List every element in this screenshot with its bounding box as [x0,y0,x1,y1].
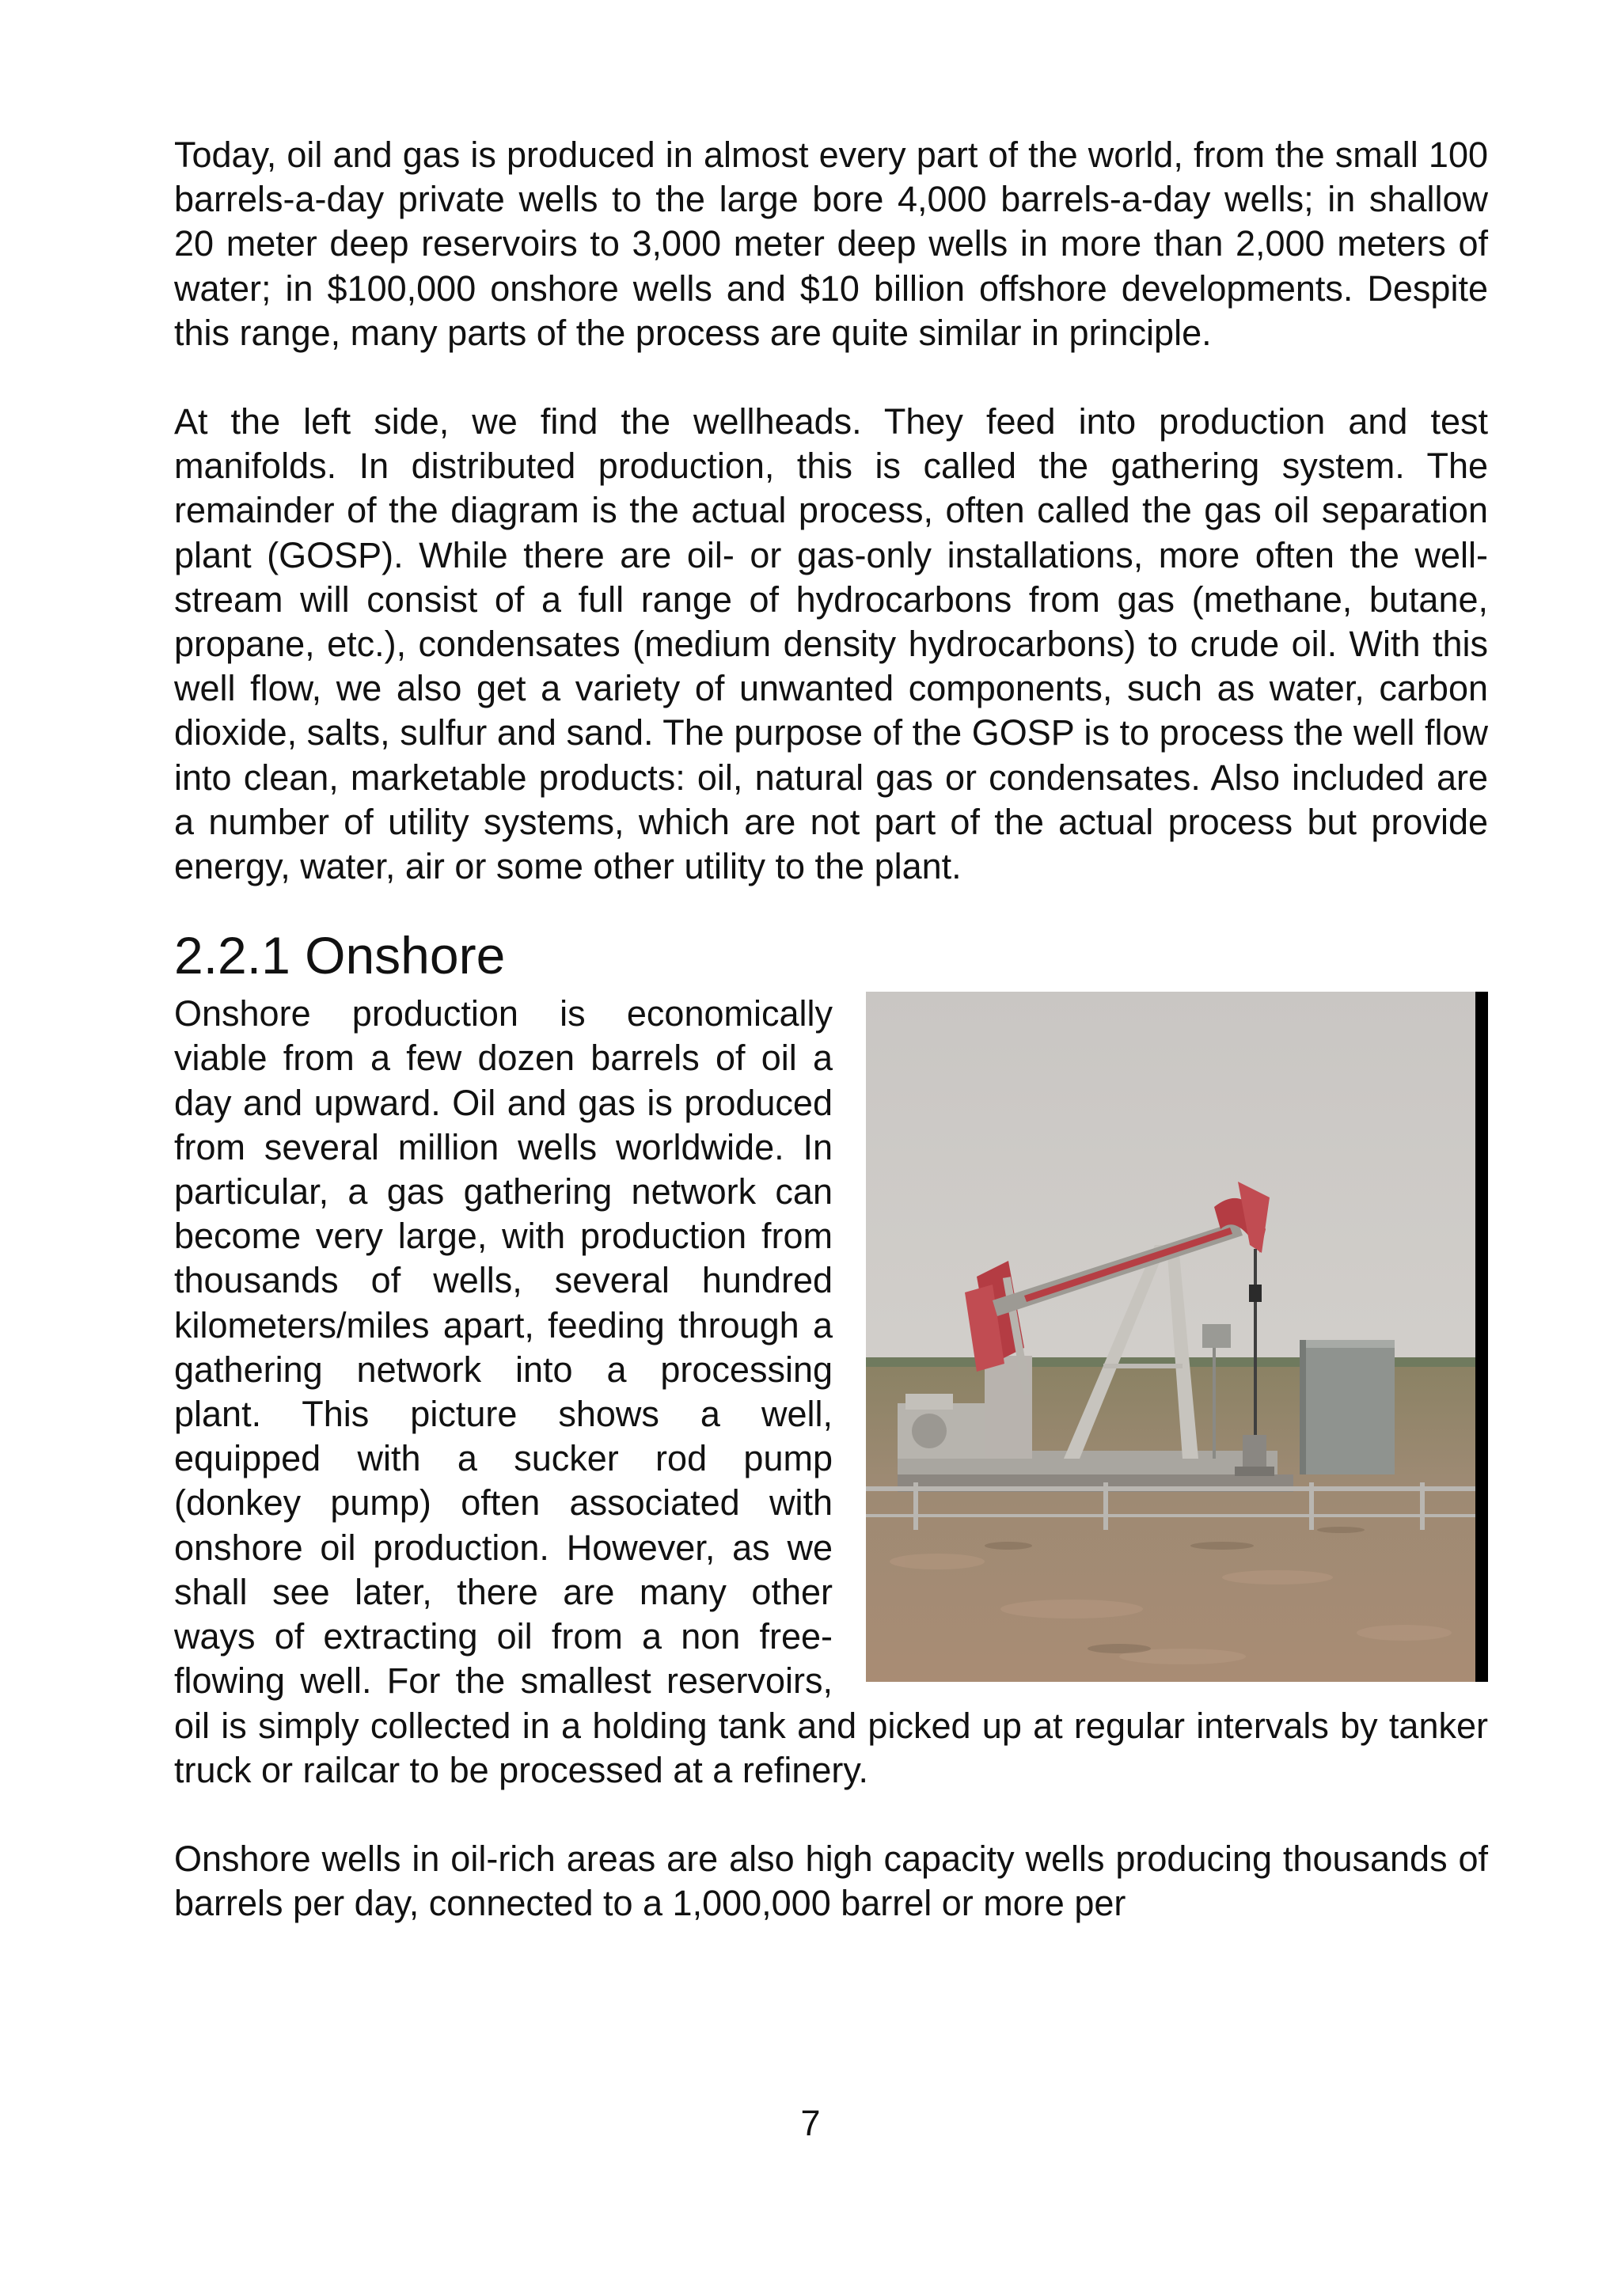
page-content [174,133,1488,1926]
section-heading: 2.2.1 Onshore [174,926,506,985]
pumpjack-photo [866,992,1488,1682]
pumpjack-image [866,992,1488,1682]
paragraph-intro: Today, oil and gas is produced in almost every part of the world, from the small 100 barrels-a-day private wells to the large bore 4,000 barrels-a-day wells; in shallow 20 meter deep reservoirs to 3,000 meter deep wells in more than 2,000 meters of water; in $100,000 onshore wells and $10 billion offshore developments. Despite this range, many parts of the process are quite similar in principle. [174,135,1488,353]
page-number: 7 [800,2103,821,2143]
paragraph-high-capacity: Onshore wells in oil-rich areas are also high capacity wells producing thousands of barrels per day, connected to a 1,000,000 barrel or more per [174,1838,1488,1924]
paragraph-gosp: At the left side, we find the wellheads. They feed into production and test manifolds. In distributed production, this is called the gathering system. The remainder of the diagram is the actual process, often called the gas oil separation plant (GOSP). While there are oil- or gas-only installations, more often the well-stream will consist of a full range of hydrocarbons from gas (methane, butane, propane, etc.), condensates (medium density hydrocarbons) to crude oil. With this well flow, we also get a variety of unwanted components, such as water, carbon dioxide, salts, sulfur and sand. The purpose of the GOSP is to process the well flow into clean, marketable products: oil, natural gas or condensates. Also included are a number of utility systems, which are not part of the actual process but provide energy, water, air or some other utility to the plant. [174,401,1488,887]
paragraph-onshore: Onshore production is economically viable from a few dozen barrels of oil a day and upward. Oil and gas is produced from several million wells worldwide. In particular, a gas gathering network can become very large, with production from thousands of wells, several hundred kilometers/miles apart, feeding through a gathering network into a processing plant. This picture shows a well, equipped with a sucker rod pump (donkey pump) often associated with onshore oil production. However, as we shall see later, there are many other ways of extracting oil from a non free-flowing well. For the smallest reservoirs, oil is simply collected in a holding tank and picked up at regular intervals by tanker truck or railcar to be processed at a refinery. [174,993,1488,1790]
